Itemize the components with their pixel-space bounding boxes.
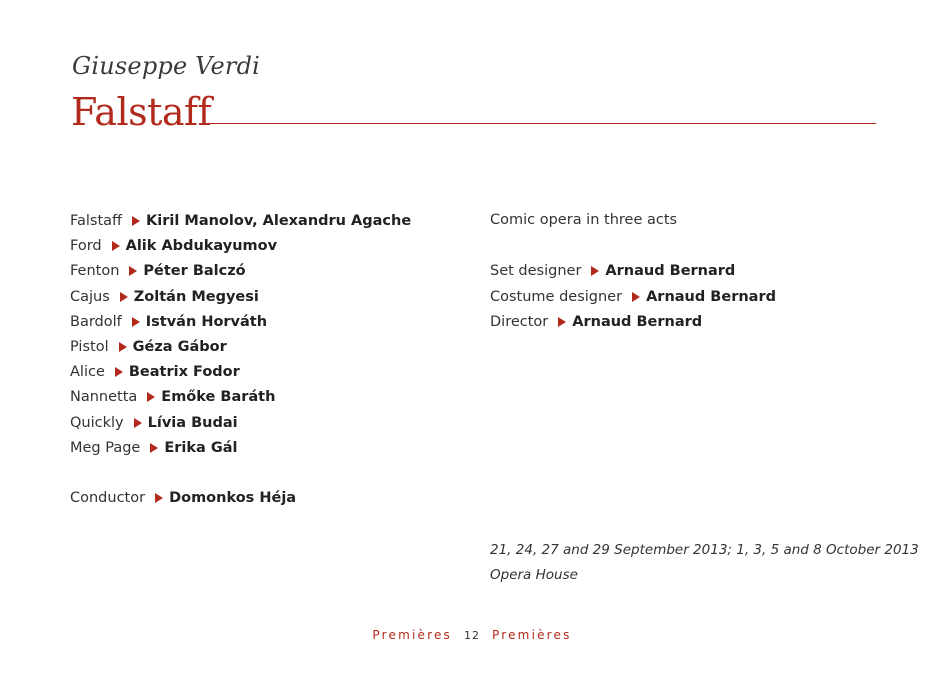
- footer-section-left: Premières: [372, 628, 452, 642]
- cast-name: Beatrix Fodor: [128, 364, 240, 381]
- cast-name: István Horváth: [145, 313, 268, 330]
- spacer: [70, 460, 411, 485]
- arrow-icon: [129, 266, 137, 276]
- cast-row: [70, 284, 411, 309]
- credit-row: [490, 309, 776, 334]
- cast-role: Fenton: [70, 263, 120, 280]
- arrow-icon: [591, 266, 599, 276]
- cast-role: Cajus: [70, 288, 110, 305]
- cast-row: [70, 384, 411, 409]
- footer-section-right: Premières: [492, 628, 572, 642]
- credit-name: Arnaud Bernard: [605, 263, 736, 280]
- cast-role: Alice: [70, 364, 105, 381]
- cast-row: [70, 334, 411, 359]
- cast-name: Erika Gál: [164, 439, 238, 456]
- cast-name: Kiril Manolov, Alexandru Agache: [146, 213, 412, 229]
- title-row: [71, 90, 876, 138]
- arrow-icon: [112, 241, 120, 251]
- genre-text: Comic opera in three acts: [490, 212, 678, 228]
- credit-role: Set designer: [490, 263, 582, 280]
- conductor-row: [70, 485, 411, 510]
- cast-list: [70, 208, 411, 510]
- page-footer: [0, 628, 944, 642]
- opera-title: Falstaff: [71, 90, 212, 134]
- cast-role: Ford: [70, 238, 102, 255]
- cast-name: Géza Gábor: [132, 338, 227, 355]
- cast-role: Quickly: [70, 414, 124, 431]
- cast-name: Lívia Budai: [147, 414, 238, 431]
- performance-dates: 21, 24, 27 and 29 September 2013; 1, 3, 5 and 8 October 2013: [490, 542, 919, 558]
- production-info: [490, 208, 776, 334]
- cast-role: Pistol: [70, 338, 109, 355]
- cast-name: Emőke Baráth: [161, 389, 276, 406]
- cast-row: [70, 435, 411, 460]
- arrow-icon: [132, 317, 140, 327]
- arrow-icon: [632, 292, 640, 302]
- venue: Opera House: [490, 567, 578, 583]
- credit-name: Arnaud Bernard: [572, 313, 703, 330]
- arrow-icon: [115, 367, 123, 377]
- arrow-icon: [134, 418, 142, 428]
- arrow-icon: [155, 493, 163, 503]
- arrow-icon: [558, 317, 566, 327]
- cast-role: Falstaff: [70, 213, 123, 229]
- cast-role: Bardolf: [70, 313, 122, 330]
- arrow-icon: [119, 342, 127, 352]
- cast-name: Alik Abdukayumov: [125, 238, 278, 255]
- arrow-icon: [132, 216, 140, 226]
- cast-name: Zoltán Megyesi: [133, 288, 259, 305]
- spacer: [490, 233, 776, 258]
- page-number: 12: [464, 629, 480, 642]
- credit-role: Costume designer: [490, 288, 623, 305]
- cast-row: [70, 233, 411, 258]
- arrow-icon: [150, 443, 158, 453]
- composer-name: Giuseppe Verdi: [72, 52, 261, 80]
- arrow-icon: [120, 292, 128, 302]
- cast-role: Nannetta: [70, 389, 138, 406]
- credit-name: Arnaud Bernard: [646, 288, 776, 305]
- cast-row: [70, 410, 411, 435]
- cast-row: [70, 359, 411, 384]
- conductor-role: Conductor: [70, 490, 146, 507]
- arrow-icon: [147, 392, 155, 402]
- cast-role: Meg Page: [70, 439, 141, 456]
- cast-name: Péter Balczó: [143, 263, 246, 280]
- performance-info: [490, 538, 919, 588]
- conductor-name: Domonkos Héja: [169, 490, 297, 507]
- cast-row: [70, 309, 411, 334]
- credit-role: Director: [490, 313, 549, 330]
- cast-row: [70, 208, 411, 233]
- cast-row: [70, 258, 411, 283]
- credit-row: [490, 258, 776, 283]
- credit-row: [490, 284, 776, 309]
- title-rule: [204, 123, 876, 124]
